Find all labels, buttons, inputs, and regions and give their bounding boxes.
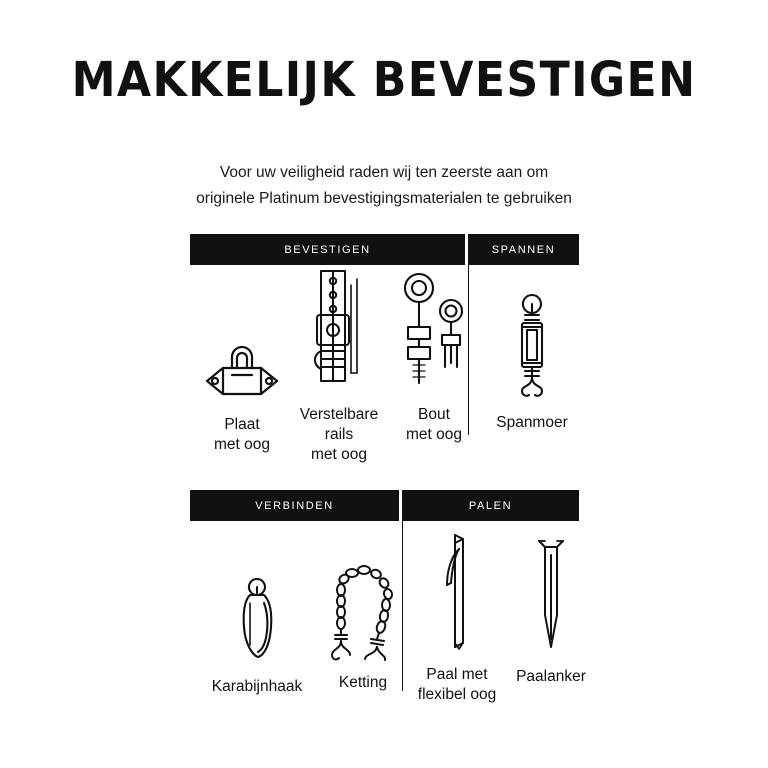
caption-line: Karabijnhaak <box>211 678 303 695</box>
caption-line: met oog <box>310 446 367 463</box>
eye-plate-icon <box>190 283 294 403</box>
item-spanmoer <box>478 281 586 433</box>
subtitle <box>0 160 768 212</box>
page-title: MAKKELIJK BEVESTIGEN <box>71 52 697 108</box>
item-verstelbare-rails-met-oog <box>284 273 394 465</box>
item-caption <box>386 405 482 445</box>
item-caption <box>310 673 416 693</box>
item-ketting <box>310 541 416 693</box>
section-header-bars <box>190 234 579 265</box>
turnbuckle-icon <box>478 281 586 401</box>
section-bevestigen-spannen <box>190 234 579 463</box>
caption-line: Paal met <box>426 666 488 683</box>
caption-line: rails <box>324 426 354 443</box>
item-paalanker <box>502 535 600 687</box>
carabiner-icon <box>192 545 322 665</box>
caption-line: Spanmoer <box>496 414 568 431</box>
eye-bolt-icon <box>386 273 482 393</box>
subtitle-line-1: Voor uw veiligheid raden wij ten zeerste aan om <box>219 164 549 181</box>
ground-anchor-icon <box>502 535 600 655</box>
item-caption <box>192 677 322 697</box>
caption-line: Plaat <box>224 416 260 433</box>
caption-line: met oog <box>213 436 270 453</box>
adjustable-rail-icon <box>284 273 394 393</box>
pole-flexible-eye-icon <box>402 533 512 653</box>
item-caption <box>502 667 600 687</box>
item-caption <box>190 415 294 455</box>
item-karabijnhaak <box>192 545 322 697</box>
chain-icon <box>310 541 416 661</box>
item-plaat-met-oog <box>190 283 294 455</box>
caption-line: flexibel oog <box>417 686 497 703</box>
caption-line: Ketting <box>338 674 388 691</box>
caption-line: Verstelbare <box>299 406 379 423</box>
bar-bevestigen: BEVESTIGEN <box>190 234 465 265</box>
bar-verbinden: VERBINDEN <box>190 490 399 521</box>
caption-line: met oog <box>405 426 462 443</box>
caption-line: Bout <box>418 406 450 423</box>
bar-spannen: SPANNEN <box>468 234 579 265</box>
item-caption <box>284 405 394 465</box>
subtitle-line-2: originele Platinum bevestigingsmaterialen te gebruiken <box>196 190 572 207</box>
item-paal-met-flexibel-oog <box>402 533 512 705</box>
item-bout-met-oog <box>386 273 482 445</box>
section-header-bars <box>190 490 579 521</box>
section-items <box>190 265 579 480</box>
section-verbinden-palen <box>190 490 586 703</box>
item-caption <box>402 665 512 705</box>
item-caption <box>478 413 586 433</box>
section-items <box>190 521 586 736</box>
bar-palen: PALEN <box>402 490 579 521</box>
caption-line: Paalanker <box>516 668 586 685</box>
